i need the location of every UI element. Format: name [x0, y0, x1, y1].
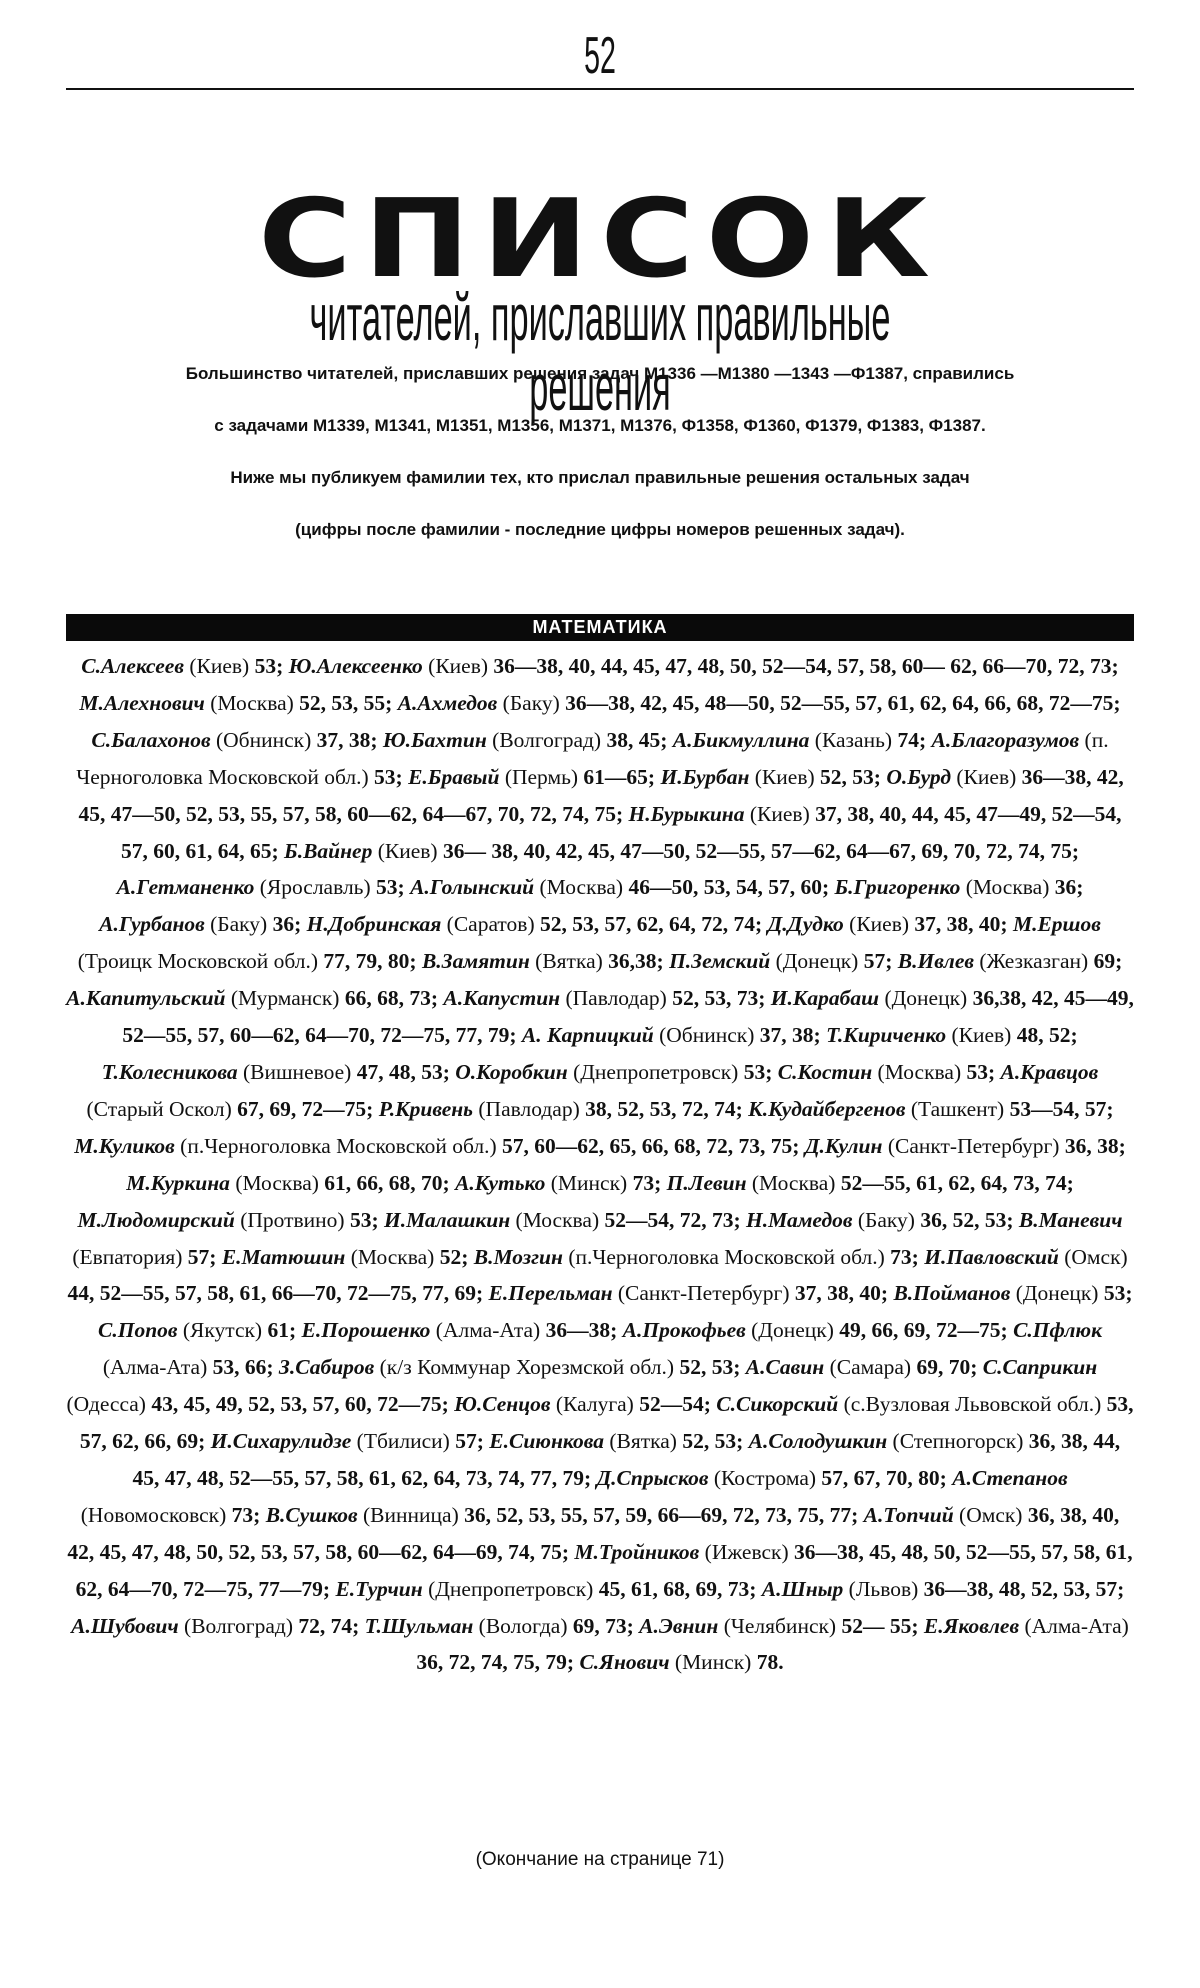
page-subtitle: читателей, приславших правильные решения: [309, 280, 891, 424]
reader-name: И.Бурбан: [660, 764, 750, 789]
reader-name: А.Солодушкин: [748, 1429, 888, 1454]
solved-problems: 53, 57, 62, 66, 69: [79, 1392, 1134, 1454]
reader-name: А.Кравцов: [1000, 1059, 1099, 1084]
solved-problems: 57: [455, 1429, 477, 1454]
reader-entry: С.Попов (Якутск) 61;: [98, 1318, 302, 1343]
reader-entry: А.Эвнин (Челябинск) 52— 55;: [639, 1613, 924, 1638]
reader-city: (Кострома): [713, 1465, 817, 1490]
reader-name: М.Куликов: [74, 1133, 175, 1158]
solved-problems: 57, 67, 70, 80: [821, 1465, 940, 1490]
reader-entry: С.Балахонов (Обнинск) 37, 38;: [91, 727, 383, 752]
reader-name: Е.Перельман: [488, 1281, 613, 1306]
reader-city: (Киев): [951, 1023, 1012, 1048]
solved-problems: 36, 52, 53, 55, 57, 59, 66—69, 72, 73, 75, 77: [464, 1502, 852, 1527]
reader-entry: А.Солодушкин (Степногорск) 36, 38, 44, 45, 47, 48, 52—55, 57, 58, 61, 62, 64, 73, 74, 77, 79;: [132, 1429, 1121, 1490]
reader-entry: М.Алехнович (Москва) 52, 53, 55;: [79, 690, 398, 715]
reader-entry: К.Кудайбергенов (Ташкент) 53—54, 57;: [748, 1096, 1114, 1121]
solved-problems: 73: [890, 1244, 912, 1269]
reader-entry: О.Бурд (Киев) 36—38, 42, 45, 47—50, 52, 53, 55, 57, 58, 60—62, 64—67, 70, 72, 74, 75;: [78, 764, 1124, 826]
reader-city: (Санкт-Петербург): [887, 1133, 1060, 1158]
solved-problems: 36—38, 40, 44, 45, 47, 48, 50, 52—54, 57, 58, 60— 62, 66—70, 72, 73: [493, 654, 1112, 678]
reader-name: В.Мозгин: [473, 1244, 563, 1269]
reader-entry: П.Земский (Донецк) 57;: [669, 949, 898, 974]
reader-name: А.Топчий: [863, 1502, 954, 1527]
reader-entry: М.Людомирский (Протвино) 53;: [77, 1207, 384, 1232]
reader-entry: А.Капитульский (Мурманск) 66, 68, 73;: [66, 986, 444, 1011]
reader-city: (Омск): [959, 1502, 1023, 1527]
solved-problems: 36—38, 42, 45, 48—50, 52—55, 57, 61, 62, 64, 66, 68, 72—75: [565, 690, 1114, 715]
reader-entry: Е.Яковлев (Алма-Ата) 36, 72, 74, 75, 79;: [416, 1613, 1129, 1675]
reader-city: (Павлодар): [478, 1096, 580, 1121]
reader-entry: А.Голынский (Москва) 46—50, 53, 54, 57, 60;: [410, 875, 835, 900]
solved-problems: 52, 53, 55: [299, 690, 386, 715]
reader-entry: Н.Бурыкина (Киев) 37, 38, 40, 44, 45, 47—49, 52—54, 57, 60, 61, 64, 65;: [120, 801, 1122, 863]
reader-name: А.Кутько: [455, 1170, 546, 1195]
reader-city: (Обнинск): [215, 727, 312, 752]
reader-name: Е.Сиюнкова: [489, 1429, 604, 1454]
reader-name: С.Балахонов: [91, 727, 211, 752]
reader-city: (Саратов): [446, 912, 535, 937]
reader-city: (Троицк Московской обл.): [77, 949, 319, 974]
reader-name: А.Бикмуллина: [672, 727, 810, 752]
reader-name: М.Тройников: [574, 1539, 700, 1564]
reader-name: Д.Дудко: [767, 912, 844, 937]
reader-name: С.Пфлюк: [1013, 1318, 1102, 1343]
reader-entry: А.Бикмуллина (Казань) 74;: [672, 727, 932, 752]
solved-problems: 36, 38, 44, 45, 47, 48, 52—55, 57, 58, 61, 62, 64, 73, 74, 77, 79: [132, 1429, 1121, 1490]
solved-problems: 47, 48, 53: [356, 1059, 443, 1084]
reader-entry: А.Шныр (Львов) 36—38, 48, 52, 53, 57;: [761, 1576, 1125, 1601]
solved-problems: 61—65: [583, 764, 648, 789]
reader-name: С.Попов: [98, 1318, 178, 1343]
continuation-note: (Окончание на странице 71): [475, 1849, 725, 1870]
reader-city: (Москва): [539, 875, 624, 900]
reader-name: Е.Яковлев: [923, 1613, 1020, 1638]
reader-city: (Донецк): [775, 949, 859, 974]
reader-entry: П.Левин (Москва) 52—55, 61, 62, 64, 73, 74;: [666, 1170, 1074, 1195]
reader-city: (Ташкент): [910, 1096, 1005, 1121]
reader-entry: В.Пойманов (Донецк) 53;: [893, 1281, 1133, 1306]
reader-name: А.Прокофьев: [622, 1318, 746, 1343]
solved-problems: 36— 38, 40, 42, 45, 47—50, 52—55, 57—62, 64—67, 69, 70, 72, 74, 75: [442, 838, 1072, 863]
reader-city: (с.Вузловая Львовской обл.): [843, 1392, 1102, 1417]
intro-line: с задачами М1339, М1341, М1351, М1356, М1371, М1376, Ф1358, Ф1360, Ф1379, Ф1383, Ф1387.: [214, 416, 986, 435]
reader-city: (Санкт-Петербург): [617, 1281, 790, 1306]
reader-entry: З.Сабиров (к/з Коммунар Хорезмской обл.) 52, 53;: [278, 1355, 746, 1380]
reader-name: Р.Кривень: [378, 1096, 474, 1121]
solved-problems: 53: [376, 875, 398, 900]
solved-problems: 57: [187, 1244, 210, 1269]
reader-entry: Б.Григоренко (Москва) 36;: [834, 875, 1084, 900]
reader-entry: А.Топчий (Омск) 36, 38, 40, 42, 45, 47, 48, 50, 52, 53, 57, 58, 60—62, 64—69, 74, 75;: [67, 1502, 1120, 1564]
solved-problems: 49, 66, 69, 72—75: [839, 1318, 1001, 1343]
reader-city: (п.Черноголовка Московской обл.): [180, 1133, 497, 1158]
solved-problems: 37, 38, 40: [794, 1281, 881, 1306]
solved-problems: 44, 52—55, 57, 58, 61, 66—70, 72—75, 77, 69: [67, 1281, 476, 1306]
reader-city: (Москва): [210, 690, 294, 715]
reader-name: С.Алексеев: [81, 654, 184, 678]
reader-entry: А.Савин (Самара) 69, 70;: [745, 1355, 983, 1380]
reader-entry: О.Коробкин (Днепропетровск) 53;: [455, 1059, 778, 1084]
reader-name: И.Малашкин: [384, 1207, 511, 1232]
reader-city: (Алма-Ата): [435, 1318, 541, 1343]
reader-city: (Донецк): [1015, 1281, 1099, 1306]
reader-entry: В.Замятин (Вятка) 36,38;: [421, 949, 670, 974]
reader-city: (Павлодар): [565, 986, 667, 1011]
solved-problems: 52, 53, 57, 62, 64, 72, 74: [539, 912, 755, 937]
reader-name: В.Маневич: [1018, 1207, 1123, 1232]
solved-problems: 73: [231, 1502, 254, 1527]
reader-city: (Жезказган): [979, 949, 1089, 974]
solved-problems: 52: [439, 1244, 462, 1269]
reader-name: Е.Порошенко: [301, 1318, 431, 1343]
solved-problems: 57, 60—62, 65, 66, 68, 72, 73, 75: [502, 1133, 793, 1158]
solved-problems: 52, 53: [820, 764, 874, 789]
reader-entry: С.Саприкин (Одесса) 43, 45, 49, 52, 53, 57, 60, 72—75;: [66, 1355, 1098, 1417]
reader-name: В.Ивлев: [897, 949, 974, 974]
reader-entry: Т.Колесникова (Вишневое) 47, 48, 53;: [101, 1059, 456, 1084]
reader-entry: И.Павловский (Омск) 44, 52—55, 57, 58, 61, 66—70, 72—75, 77, 69;: [67, 1244, 1128, 1306]
reader-entry: С.Пфлюк (Алма-Ата) 53, 66;: [102, 1318, 1102, 1380]
reader-city: (Киев): [189, 654, 250, 678]
reader-entry: Н.Добринская (Саратов) 52, 53, 57, 62, 64, 72, 74;: [306, 912, 768, 937]
reader-city: (Донецк): [751, 1318, 834, 1343]
reader-city: (Киев): [849, 912, 910, 937]
solved-problems: 52— 55: [841, 1613, 912, 1638]
reader-name: А.Капустин: [443, 986, 561, 1011]
solved-problems: 67, 69, 72—75: [237, 1096, 367, 1121]
reader-city: (Москва): [751, 1170, 836, 1195]
solved-problems: 52—55, 61, 62, 64, 73, 74: [840, 1170, 1067, 1195]
reader-name: А.Гетманенко: [116, 875, 255, 900]
solved-problems: 53: [1103, 1281, 1126, 1306]
intro-line: Большинство читателей, приславших решения задач М1336 —М1380 —1343 —Ф1387, справились: [185, 364, 1015, 383]
solved-problems: 53: [966, 1059, 988, 1084]
solved-problems: 38, 45: [606, 727, 661, 752]
solved-problems: 53: [254, 654, 277, 678]
reader-entry: В.Ивлев (Жезказган) 69;: [897, 949, 1123, 974]
reader-entry: И.Сихарулидзе (Тбилиси) 57;: [210, 1429, 490, 1454]
reader-city: (Мурманск): [230, 986, 340, 1011]
page-title: СПИСОК: [258, 177, 942, 302]
solved-problems: 37, 38: [759, 1023, 814, 1048]
reader-city: (к/з Коммунар Хорезмской обл.): [379, 1355, 675, 1380]
solved-problems: 72, 74: [298, 1613, 353, 1638]
reader-city: (Самара): [829, 1355, 912, 1380]
reader-entry: Ю.Алексеенко (Киев) 36—38, 40, 44, 45, 47, 48, 50, 52—54, 57, 58, 60— 62, 66—70, 72, 73;: [288, 654, 1119, 678]
reader-entry: И.Бурбан (Киев) 52, 53;: [660, 764, 887, 789]
reader-name: Т.Кириченко: [826, 1023, 947, 1048]
reader-city: (Ярославль): [259, 875, 371, 900]
reader-entry: Д.Кулин (Санкт-Петербург) 36, 38;: [804, 1133, 1126, 1158]
reader-entry: Ю.Бахтин (Волгоград) 38, 45;: [382, 727, 673, 752]
solved-problems: 69: [1093, 949, 1116, 974]
solved-problems: 73: [632, 1170, 655, 1195]
reader-entry: Е.Сиюнкова (Вятка) 52, 53;: [489, 1429, 749, 1454]
reader-city: (Степногорск): [892, 1429, 1024, 1454]
reader-city: (Минск): [550, 1170, 628, 1195]
reader-entry: А.Прокофьев (Донецк) 49, 66, 69, 72—75;: [622, 1318, 1014, 1343]
solved-problems: 38, 52, 53, 72, 74: [585, 1096, 736, 1121]
reader-entry: А. Карпицкий (Обнинск) 37, 38;: [521, 1023, 827, 1048]
solved-problems: 36—38, 42, 45, 47—50, 52, 53, 55, 57, 58, 60—62, 64—67, 70, 72, 74, 75: [78, 764, 1124, 826]
reader-city: (Якутск): [182, 1318, 263, 1343]
reader-city: (Алма-Ата): [1024, 1613, 1129, 1638]
reader-entry: А.Кутько (Минск) 73;: [455, 1170, 667, 1195]
reader-entry: С.Сикорский (с.Вузловая Львовской обл.) 53, 57, 62, 66, 69;: [79, 1392, 1134, 1454]
reader-entry: С.Алексеев (Киев) 53;: [81, 654, 289, 678]
reader-entry: С.Янович (Минск) 78.: [579, 1650, 784, 1675]
solved-problems: 52, 53: [682, 1429, 737, 1454]
reader-city: (Москва): [235, 1170, 319, 1195]
reader-entry: Д.Дудко (Киев) 37, 38, 40;: [767, 912, 1013, 937]
reader-entry: А.Гетманенко (Ярославль) 53;: [116, 875, 411, 900]
solved-problems: 46—50, 53, 54, 57, 60: [628, 875, 822, 900]
reader-city: (Москва): [877, 1059, 962, 1084]
reader-city: (п.Черноголовка Московской обл.): [568, 1244, 885, 1269]
reader-name: Д.Спрысков: [596, 1465, 709, 1490]
page-number: 52: [584, 27, 616, 85]
reader-city: (Евпатория): [72, 1244, 183, 1269]
reader-city: (Калуга): [555, 1392, 634, 1417]
reader-entry: Е.Турчин (Днепропетровск) 45, 61, 68, 69, 73;: [335, 1576, 762, 1601]
reader-city: (Вишневое): [243, 1059, 352, 1084]
reader-name: Б.Вайнер: [284, 838, 373, 863]
reader-city: (Минск): [674, 1650, 752, 1675]
reader-city: (Протвино): [240, 1207, 345, 1232]
reader-city: (Киев): [428, 654, 489, 678]
solved-problems: 43, 45, 49, 52, 53, 57, 60, 72—75: [151, 1392, 442, 1417]
reader-entry: Е.Перельман (Санкт-Петербург) 37, 38, 40;: [488, 1281, 894, 1306]
reader-name: Т.Колесникова: [101, 1059, 238, 1084]
reader-city: (Москва): [350, 1244, 435, 1269]
reader-entry: С.Костин (Москва) 53;: [777, 1059, 1001, 1084]
reader-name: А. Карпицкий: [521, 1023, 654, 1048]
reader-city: (Алма-Ата): [102, 1355, 208, 1380]
reader-name: М.Ершов: [1012, 912, 1101, 937]
reader-name: П.Левин: [666, 1170, 747, 1195]
reader-name: М.Людомирский: [77, 1207, 235, 1232]
reader-city: (Днепропетровск): [573, 1059, 739, 1084]
reader-entry: А.Капустин (Павлодар) 52, 53, 73;: [443, 986, 771, 1011]
reader-name: В.Сушков: [265, 1502, 358, 1527]
reader-name: А.Шныр: [761, 1576, 844, 1601]
reader-city: (Киев): [749, 801, 810, 826]
reader-name: Н.Добринская: [306, 912, 442, 937]
reader-name: И.Сихарулидзе: [210, 1429, 352, 1454]
reader-city: (Баку): [210, 912, 268, 937]
reader-entry: Ю.Сенцов (Калуга) 52—54;: [454, 1392, 717, 1417]
reader-name: С.Янович: [579, 1650, 670, 1675]
solved-problems: 52—54, 72, 73: [604, 1207, 734, 1232]
reader-entry: А.Степанов (Новомосковск) 73;: [80, 1465, 1068, 1527]
reader-city: (Днепропетровск): [428, 1576, 594, 1601]
solved-problems: 36, 38, 40, 42, 45, 47, 48, 50, 52, 53, 57, 58, 60—62, 64—69, 74, 75: [67, 1502, 1120, 1564]
reader-name: Н.Мамедов: [746, 1207, 853, 1232]
solved-problems: 36, 52, 53: [920, 1207, 1007, 1232]
reader-name: А.Гурбанов: [99, 912, 205, 937]
solved-problems: 57: [863, 949, 886, 974]
reader-city: (Старый Оскол): [86, 1096, 232, 1121]
reader-name: А.Капитульский: [66, 986, 226, 1011]
reader-name: Д.Кулин: [804, 1133, 883, 1158]
reader-entry: В.Маневич (Евпатория) 57;: [72, 1207, 1123, 1269]
reader-city: (Пермь): [504, 764, 579, 789]
reader-city: (Вятка): [609, 1429, 677, 1454]
reader-city: (Челябинск): [723, 1613, 837, 1638]
solved-problems: 36—38: [545, 1318, 611, 1343]
reader-name: Е.Матюшин: [221, 1244, 346, 1269]
reader-entry: В.Сушков (Винница) 36, 52, 53, 55, 57, 59, 66—69, 72, 73, 75, 77;: [265, 1502, 864, 1527]
reader-entry: Т.Кириченко (Киев) 48, 52;: [826, 1023, 1078, 1048]
reader-name: Е.Турчин: [335, 1576, 423, 1601]
reader-city: (Казань): [814, 727, 893, 752]
reader-city: (Киев): [377, 838, 438, 863]
reader-name: А.Савин: [745, 1355, 825, 1380]
reader-name: П.Земский: [669, 949, 771, 974]
solved-problems: 36,38: [608, 949, 657, 974]
reader-entry: Е.Бравый (Пермь) 61—65;: [408, 764, 661, 789]
reader-city: (Ижевск): [704, 1539, 789, 1564]
reader-entry: В.Мозгин (п.Черноголовка Московской обл.) 73;: [473, 1244, 925, 1269]
reader-name: Ю.Алексеенко: [288, 654, 423, 678]
reader-city: (Киев): [956, 764, 1017, 789]
reader-name: З.Сабиров: [278, 1355, 375, 1380]
reader-entry: М.Тройников (Ижевск) 36—38, 45, 48, 50, 52—55, 57, 58, 61, 62, 64—70, 72—75, 77—79;: [75, 1539, 1133, 1601]
reader-name: А.Эвнин: [639, 1613, 719, 1638]
solved-problems: 53: [374, 764, 396, 789]
reader-name: Б.Григоренко: [834, 875, 961, 900]
reader-entry: А.Гурбанов (Баку) 36;: [99, 912, 307, 937]
reader-name: С.Костин: [777, 1059, 873, 1084]
intro-line: (цифры после фамилии - последние цифры номеров решенных задач).: [295, 520, 905, 539]
reader-name: К.Кудайбергенов: [748, 1096, 906, 1121]
solved-problems: 69, 73: [572, 1613, 627, 1638]
solved-problems: 37, 38, 40: [914, 912, 1001, 937]
reader-city: (Новомосковск): [80, 1502, 227, 1527]
reader-entry: М.Ершов (Троицк Московской обл.) 77, 79, 80;: [77, 912, 1101, 974]
solved-problems: 66, 68, 73: [344, 986, 431, 1011]
solved-problems: 52—54: [639, 1392, 704, 1417]
solved-problems: 53—54, 57: [1009, 1096, 1107, 1121]
reader-city: (Волгоград): [492, 727, 602, 752]
solved-problems: 45, 61, 68, 69, 73: [598, 1576, 750, 1601]
reader-entry: А.Кравцов (Старый Оскол) 67, 69, 72—75;: [86, 1059, 1099, 1121]
reader-entry: Д.Спрысков (Кострома) 57, 67, 70, 80;: [596, 1465, 953, 1490]
solved-problems: 61, 66, 68, 70: [324, 1170, 443, 1195]
reader-name: В.Замятин: [421, 949, 530, 974]
solved-problems: 48, 52: [1016, 1023, 1071, 1048]
solved-problems: 36,38, 42, 45—49, 52—55, 57, 60—62, 64—70, 72—75, 77, 79: [122, 986, 1134, 1048]
reader-city: (Волгоград): [184, 1613, 293, 1638]
solved-problems: 36—38, 48, 52, 53, 57: [923, 1576, 1118, 1601]
reader-entry: Е.Матюшин (Москва) 52;: [221, 1244, 474, 1269]
reader-entry: Р.Кривень (Павлодар) 38, 52, 53, 72, 74;: [378, 1096, 749, 1121]
reader-entry: Н.Мамедов (Баку) 36, 52, 53;: [746, 1207, 1019, 1232]
reader-name: О.Бурд: [886, 764, 952, 789]
reader-name: Ю.Бахтин: [382, 727, 487, 752]
reader-entry: Е.Порошенко (Алма-Ата) 36—38;: [301, 1318, 623, 1343]
reader-city: (Винница): [363, 1502, 459, 1527]
reader-city: (Вологда): [478, 1613, 568, 1638]
solved-problems: 53, 66: [212, 1355, 267, 1380]
reader-name: Н.Бурыкина: [628, 801, 745, 826]
reader-list: [66, 648, 1134, 1681]
solved-problems: 61: [267, 1318, 289, 1343]
reader-city: (Киев): [754, 764, 815, 789]
reader-city: (Москва): [965, 875, 1050, 900]
reader-city: (Обнинск): [659, 1023, 755, 1048]
reader-city: (Омск): [1064, 1244, 1128, 1269]
reader-city: (Баку): [502, 690, 560, 715]
solved-problems: 69, 70: [916, 1355, 971, 1380]
reader-name: А.Голынский: [410, 875, 535, 900]
reader-city: (Баку): [857, 1207, 915, 1232]
reader-name: В.Пойманов: [893, 1281, 1011, 1306]
reader-name: И.Павловский: [924, 1244, 1059, 1269]
reader-name: А.Шубович: [71, 1613, 179, 1638]
header-rule: [66, 88, 1134, 90]
reader-name: И.Карабаш: [770, 986, 880, 1011]
reader-city: (Донецк): [884, 986, 968, 1011]
solved-problems: 37, 38: [316, 727, 371, 752]
reader-entry: Т.Шульман (Вологда) 69, 73;: [364, 1613, 640, 1638]
reader-name: Ю.Сенцов: [454, 1392, 551, 1417]
reader-name: А.Благоразумов: [931, 727, 1080, 752]
reader-entry: И.Карабаш (Донецк) 36,38, 42, 45—49, 52—55, 57, 60—62, 64—70, 72—75, 77, 79;: [122, 986, 1134, 1048]
reader-city: (Вятка): [535, 949, 603, 974]
reader-name: А.Степанов: [952, 1465, 1068, 1490]
solved-problems: 78: [756, 1650, 779, 1675]
solved-problems: 37, 38, 40, 44, 45, 47—49, 52—54, 57, 60, 61, 64, 65: [120, 801, 1122, 863]
solved-problems: 74: [897, 727, 919, 752]
reader-name: С.Саприкин: [982, 1355, 1098, 1380]
solved-problems: 52, 53, 73: [672, 986, 759, 1011]
solved-problems: 77, 79, 80: [323, 949, 410, 974]
reader-entry: А.Шубович (Волгоград) 72, 74;: [71, 1613, 365, 1638]
reader-entry: М.Куликов (п.Черноголовка Московской обл.) 57, 60—62, 65, 66, 68, 72, 73, 75;: [74, 1133, 805, 1158]
solved-problems: 36: [1054, 875, 1077, 900]
reader-name: М.Алехнович: [79, 690, 205, 715]
section-heading: МАТЕМАТИКА: [66, 614, 1134, 641]
reader-name: Е.Бравый: [408, 764, 500, 789]
solved-problems: 36, 72, 74, 75, 79: [416, 1650, 567, 1675]
reader-name: М.Куркина: [126, 1170, 230, 1195]
reader-city: (Москва): [515, 1207, 600, 1232]
reader-entry: И.Малашкин (Москва) 52—54, 72, 73;: [384, 1207, 747, 1232]
reader-name: А.Ахмедов: [397, 690, 498, 715]
reader-entry: М.Куркина (Москва) 61, 66, 68, 70;: [126, 1170, 456, 1195]
solved-problems: 53: [349, 1207, 372, 1232]
reader-name: О.Коробкин: [455, 1059, 568, 1084]
reader-city: (Тбилиси): [356, 1429, 450, 1454]
reader-city: (п. Черноголовка Московской обл.): [76, 727, 1109, 789]
reader-entry: Б.Вайнер (Киев) 36— 38, 40, 42, 45, 47—50, 52—55, 57—62, 64—67, 69, 70, 72, 74, 75;: [284, 838, 1080, 863]
solved-problems: 53: [743, 1059, 766, 1084]
reader-entry: А.Благоразумов (п. Черноголовка Московской обл.) 53;: [76, 727, 1109, 789]
intro-line: Ниже мы публикуем фамилии тех, кто прислал правильные решения остальных задач: [230, 468, 970, 487]
reader-entry: А.Ахмедов (Баку) 36—38, 42, 45, 48—50, 52—55, 57, 61, 62, 64, 66, 68, 72—75;: [397, 690, 1121, 715]
solved-problems: 36, 38: [1064, 1133, 1119, 1158]
solved-problems: 36: [272, 912, 295, 937]
reader-name: Т.Шульман: [364, 1613, 474, 1638]
reader-name: С.Сикорский: [716, 1392, 839, 1417]
solved-problems: 52, 53: [679, 1355, 734, 1380]
reader-city: (Одесса): [66, 1392, 146, 1417]
solved-problems: 36—38, 45, 48, 50, 52—55, 57, 58, 61, 62, 64—70, 72—75, 77—79: [75, 1539, 1133, 1601]
reader-city: (Львов): [848, 1576, 919, 1601]
